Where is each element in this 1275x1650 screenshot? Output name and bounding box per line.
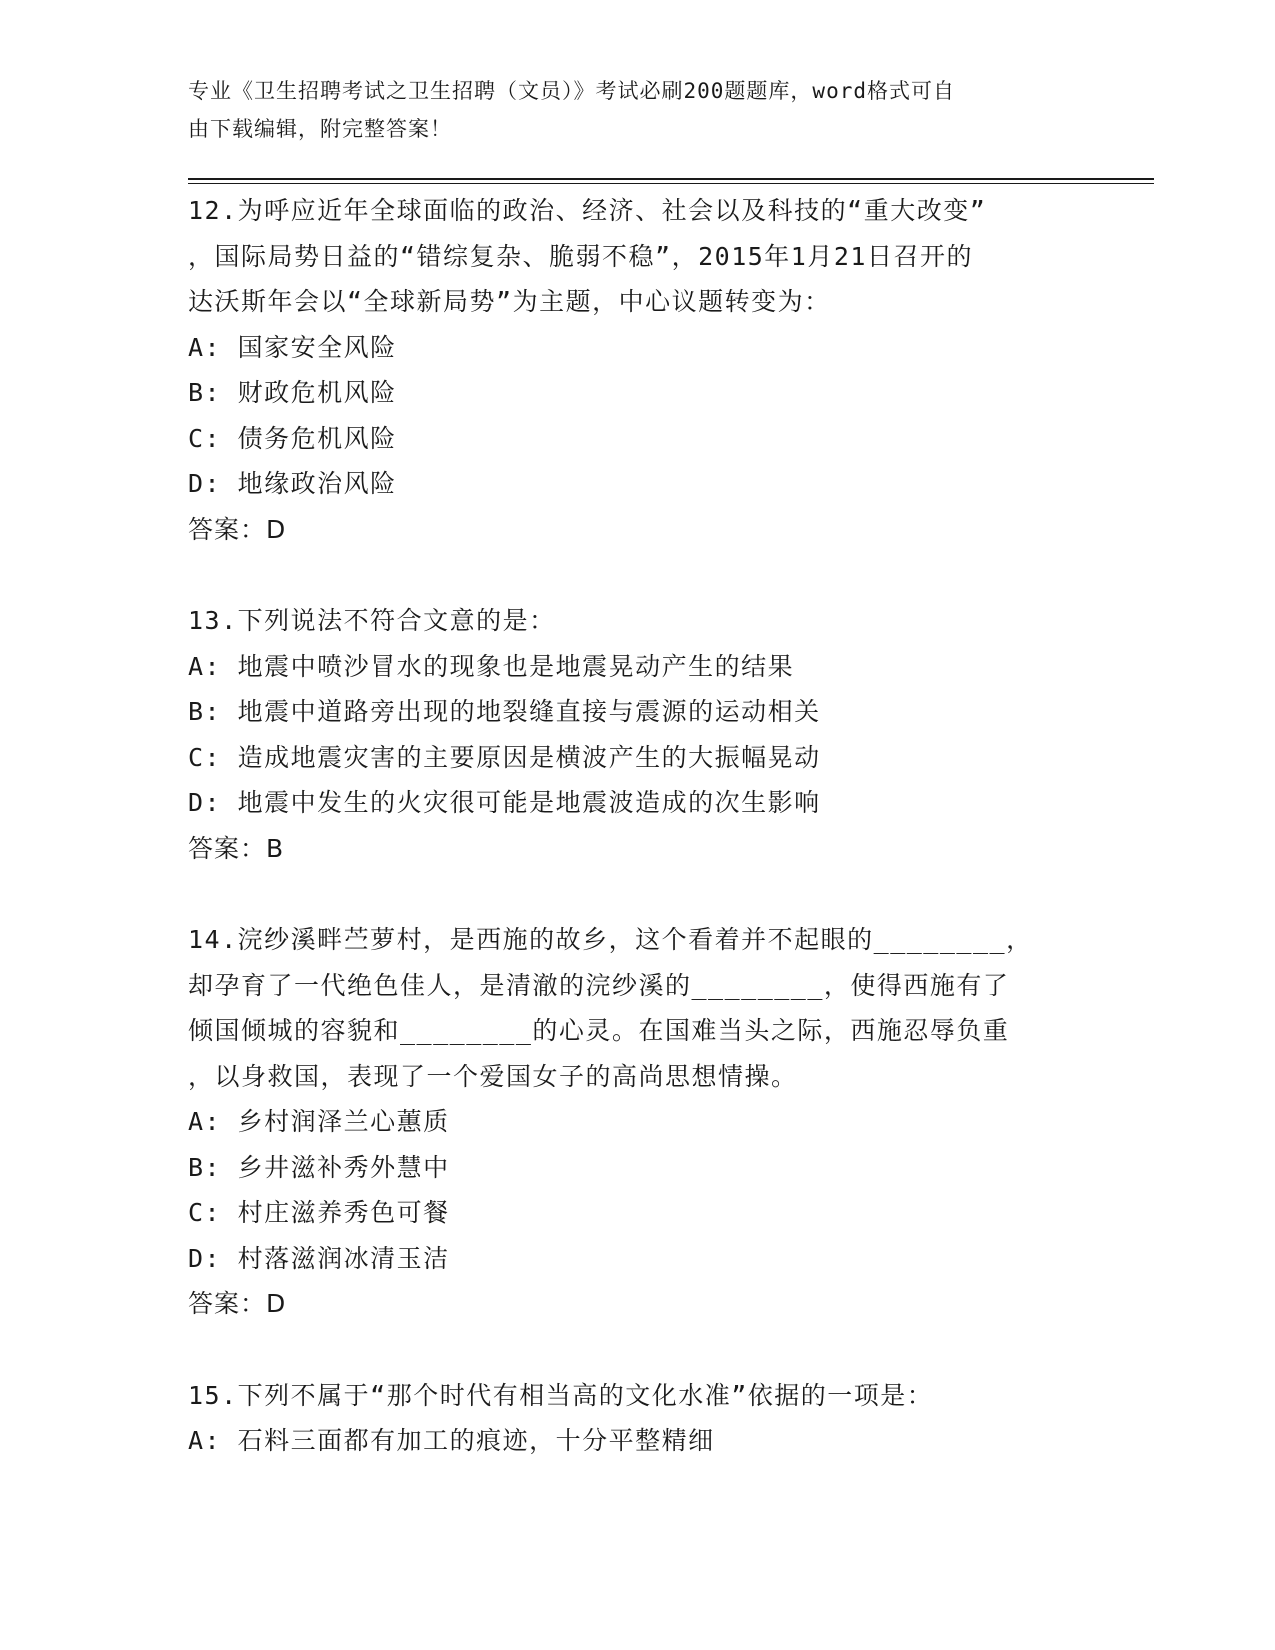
question-text-line: 13.下列说法不符合文意的是： [188,606,556,635]
option-d: D: 地缘政治风险 [188,469,397,498]
question-text-line: 达沃斯年会以“全球新局势”为主题，中心议题转变为： [188,287,831,316]
question-text-line: 15.下列不属于“那个时代有相当高的文化水准”依据的一项是： [188,1380,934,1410]
option-d: D: 地震中发生的火灾很可能是地震波造成的次生影响 [188,788,821,817]
header-divider-thick [188,178,1154,180]
question-text-line: 12.为呼应近年全球面临的政治、经济、社会以及科技的“重大改变” [188,196,987,225]
answer: 答案：D [188,514,287,544]
option-c: C: 造成地震灾害的主要原因是横波产生的大振幅晃动 [188,742,821,772]
answer: 答案：D [188,1289,287,1318]
option-a: A: 乡村润泽兰心蕙质 [188,1107,450,1136]
option-a: A: 石料三面都有加工的痕迹，十分平整精细 [188,1426,715,1455]
question-14 [188,917,1088,1327]
question-text-line: 却孕育了一代绝色佳人，是清澈的浣纱溪的________，使得西施有了 [188,970,1010,1000]
option-b: B: 乡井滋补秀外慧中 [188,1152,450,1182]
option-a: A: 国家安全风险 [188,332,397,362]
header-divider-thin [188,183,1154,184]
question-text-line: ，以身救国，表现了一个爱国女子的高尚思想情操。 [188,1061,798,1091]
option-d: D: 村落滋润冰清玉洁 [188,1243,450,1273]
option-a: A: 地震中喷沙冒水的现象也是地震晃动产生的结果 [188,651,795,681]
option-c: C: 村庄滋养秀色可餐 [188,1198,450,1227]
question-13 [188,598,1088,871]
question-15 [188,1373,1088,1464]
question-12 [188,188,1088,552]
question-text-line: 14.浣纱溪畔苎萝村，是西施的故乡，这个看着并不起眼的________， [188,925,1033,954]
question-list [188,188,1088,1510]
option-b: B: 地震中道路旁出现的地裂缝直接与震源的运动相关 [188,697,821,726]
answer: 答案：B [188,833,285,863]
option-b: B: 财政危机风险 [188,378,397,407]
header-line: 专业《卫生招聘考试之卫生招聘（文员）》考试必刷200题题库，word格式可自 [188,79,955,103]
option-c: C: 债务危机风险 [188,423,397,453]
header-line: 由下载编辑，附完整答案！ [188,117,452,141]
document-header [188,72,1068,148]
question-text-line: ，国际局势日益的“错综复杂、脆弱不稳”，2015年1月21日召开的 [188,241,973,271]
question-text-line: 倾国倾城的容貌和________的心灵。在国难当头之际，西施忍辱负重 [188,1016,1010,1045]
